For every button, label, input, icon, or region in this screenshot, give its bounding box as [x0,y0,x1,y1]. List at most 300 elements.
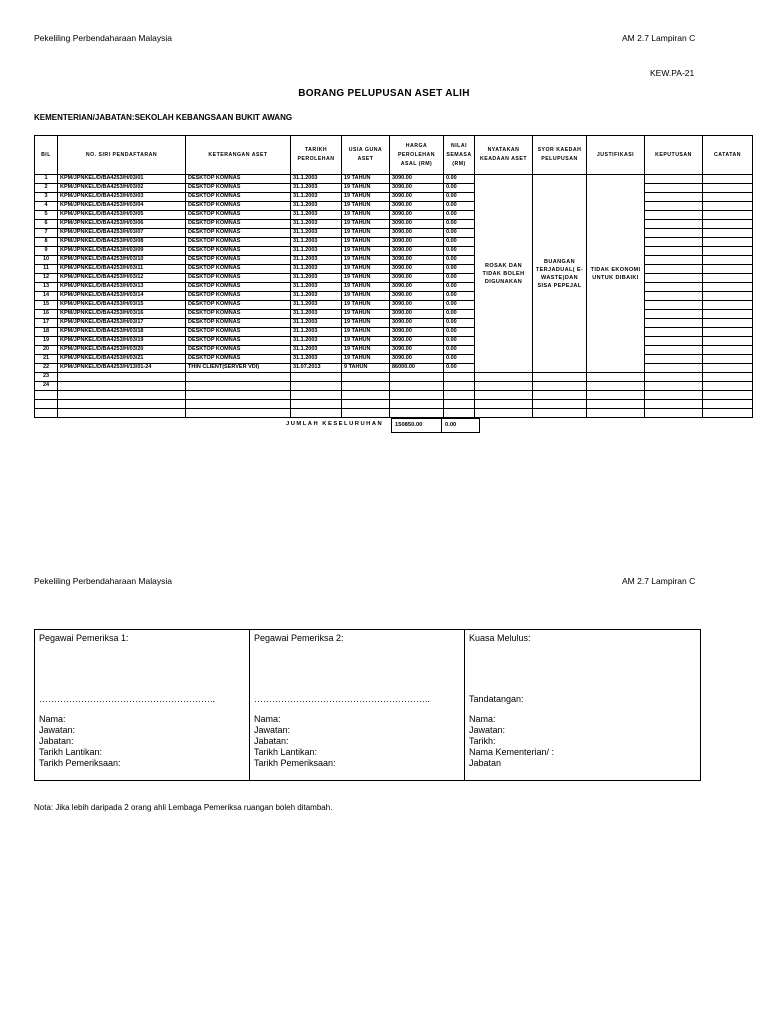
cell-bil: 7 [35,229,58,238]
cell-keterangan: DESKTOP KOMNAS [186,319,291,328]
table-row [35,211,753,220]
cell-catatan [703,373,753,382]
cell-keputusan [645,373,703,382]
cell-harga: 3090.00 [390,292,444,301]
total-nilai: 0.00 [441,418,480,433]
cell-bil: 5 [35,211,58,220]
table-row [35,337,753,346]
examiner-1-jabatan: Jabatan: [39,736,74,746]
cell-bil: 20 [35,346,58,355]
cell-no-siri: KPM/JPNKEL/D/BA4253/H/03/11 [58,265,186,274]
table-row [35,175,753,184]
cell-catatan [703,265,753,274]
cell-catatan [703,400,753,409]
cell-harga: 86000.00 [390,364,444,373]
cell-catatan [703,355,753,364]
cell-no-siri: KPM/JPNKEL/D/BA4253/H/03/20 [58,346,186,355]
header-nilai: NILAI SEMASA (RM) [444,136,475,175]
signature-table [34,629,701,781]
cell-usia [342,382,390,391]
cell-usia: 19 TAHUN [342,211,390,220]
cell-bil: 1 [35,175,58,184]
cell-no-siri [58,382,186,391]
cell-harga: 3090.00 [390,220,444,229]
cell-no-siri: KPM/JPNKEL/D/BA4253/H/03/06 [58,220,186,229]
cell-usia: 19 TAHUN [342,265,390,274]
cell-harga [390,391,444,400]
total-harga: 150850.00 [391,418,442,433]
cell-keterangan [186,400,291,409]
cell-bil: 13 [35,283,58,292]
cell-keterangan: DESKTOP KOMNAS [186,220,291,229]
cell-keputusan [645,364,703,373]
document-header-right: AM 2.7 Lampiran C [622,33,696,43]
examiner-1-tarikh-pemeriksaan: Tarikh Pemeriksaan: [39,758,121,768]
cell-tarikh: 31.1.2003 [291,283,342,292]
cell-no-siri: KPM/JPNKEL/D/BA4253/H/03/15 [58,301,186,310]
cell-nilai: 0.00 [444,220,475,229]
approver-signature-label: Tandatangan: [469,694,524,704]
cell-bil: 8 [35,238,58,247]
cell-usia: 19 TAHUN [342,193,390,202]
cell-bil: 4 [35,202,58,211]
cell-bil: 2 [35,184,58,193]
cell-tarikh [291,373,342,382]
approver-jabatan: Jabatan [469,758,502,768]
cell-tarikh: 31.1.2003 [291,301,342,310]
cell-bil: 21 [35,355,58,364]
cell-catatan [703,238,753,247]
cell-nilai: 0.00 [444,247,475,256]
cell-no-siri: KPM/JPNKEL/D/BA4253/H/03/08 [58,238,186,247]
cell-usia: 19 TAHUN [342,292,390,301]
footnote: Nota: Jika lebih daripada 2 orang ahli Lembaga Pemeriksa ruangan boleh ditambah. [34,803,333,812]
cell-catatan [703,175,753,184]
cell-tarikh: 31.1.2003 [291,346,342,355]
cell-usia [342,373,390,382]
cell-syor [533,400,587,409]
cell-catatan [703,202,753,211]
cell-harga: 3090.00 [390,247,444,256]
cell-keterangan: DESKTOP KOMNAS [186,310,291,319]
cell-nilai: 0.00 [444,193,475,202]
cell-usia: 19 TAHUN [342,301,390,310]
cell-keterangan: DESKTOP KOMNAS [186,229,291,238]
cell-harga: 3090.00 [390,346,444,355]
cell-harga [390,400,444,409]
header-tarikh: TARIKH PEROLEHAN [291,136,342,175]
cell-keputusan [645,409,703,418]
header-bil: BIL [35,136,58,175]
table-row [35,238,753,247]
header-keadaan: NYATAKAN KEADAAN ASET [475,136,533,175]
cell-tarikh [291,382,342,391]
cell-harga: 3090.00 [390,175,444,184]
cell-usia: 19 TAHUN [342,337,390,346]
table-row [35,202,753,211]
cell-no-siri: KPM/JPNKEL/D/BA4253/H/03/16 [58,310,186,319]
cell-nilai: 0.00 [444,202,475,211]
cell-bil: 12 [35,274,58,283]
cell-syor [533,391,587,400]
cell-keterangan: DESKTOP KOMNAS [186,274,291,283]
cell-catatan [703,310,753,319]
cell-keterangan [186,409,291,418]
cell-no-siri: KPM/JPNKEL/D/BA4253/H/03/01 [58,175,186,184]
approver-title: Kuasa Melulus: [469,633,531,643]
cell-keadaan [475,373,533,382]
cell-no-siri: KPM/JPNKEL/D/BA4253/H/03/07 [58,229,186,238]
cell-tarikh [291,391,342,400]
cell-bil: 10 [35,256,58,265]
cell-harga: 3090.00 [390,355,444,364]
approver-nama: Nama: [469,714,496,724]
cell-justifikasi [587,373,645,382]
cell-catatan [703,184,753,193]
cell-catatan [703,256,753,265]
cell-keterangan: DESKTOP KOMNAS [186,184,291,193]
cell-bil: 17 [35,319,58,328]
cell-keterangan: DESKTOP KOMNAS [186,175,291,184]
cell-tarikh: 31.07.2013 [291,364,342,373]
cell-tarikh: 31.1.2003 [291,256,342,265]
cell-nilai [444,382,475,391]
cell-nilai [444,409,475,418]
cell-keterangan: DESKTOP KOMNAS [186,238,291,247]
cell-keterangan [186,391,291,400]
cell-usia: 19 TAHUN [342,184,390,193]
cell-keterangan: DESKTOP KOMNAS [186,265,291,274]
cell-justifikasi [587,409,645,418]
cell-usia: 19 TAHUN [342,346,390,355]
table-row [35,328,753,337]
cell-catatan [703,274,753,283]
cell-keterangan: DESKTOP KOMNAS [186,328,291,337]
cell-catatan [703,220,753,229]
cell-nilai: 0.00 [444,265,475,274]
cell-harga [390,382,444,391]
cell-bil: 22 [35,364,58,373]
cell-harga: 3090.00 [390,184,444,193]
examiner-2-jabatan: Jabatan: [254,736,289,746]
cell-nilai: 0.00 [444,310,475,319]
cell-justifikasi [587,391,645,400]
cell-bil [35,400,58,409]
cell-usia: 19 TAHUN [342,310,390,319]
examiner-1-tarikh-lantikan: Tarikh Lantikan: [39,747,103,757]
cell-keputusan [645,355,703,364]
cell-tarikh: 31.1.2003 [291,220,342,229]
header-keputusan: KEPUTUSAN [645,136,703,175]
cell-usia [342,391,390,400]
approver-tarikh: Tarikh: [469,736,496,746]
cell-no-siri: KPM/JPNKEL/D/BA4253/H/03/05 [58,211,186,220]
cell-tarikh: 31.1.2003 [291,229,342,238]
cell-no-siri: KPM/JPNKEL/D/BA4253/H/03/17 [58,319,186,328]
cell-keputusan [645,238,703,247]
cell-tarikh: 31.1.2003 [291,247,342,256]
cell-bil: 19 [35,337,58,346]
table-row [35,355,753,364]
cell-bil: 6 [35,220,58,229]
cell-usia: 19 TAHUN [342,355,390,364]
cell-bil: 23 [35,373,58,382]
table-row [35,364,753,373]
cell-keterangan: DESKTOP KOMNAS [186,202,291,211]
examiner-2-tarikh-lantikan: Tarikh Lantikan: [254,747,318,757]
cell-nilai: 0.00 [444,301,475,310]
cell-nilai: 0.00 [444,337,475,346]
cell-bil: 11 [35,265,58,274]
cell-keputusan [645,301,703,310]
cell-keterangan: DESKTOP KOMNAS [186,193,291,202]
cell-keputusan [645,391,703,400]
table-row [35,247,753,256]
cell-keterangan: DESKTOP KOMNAS [186,211,291,220]
cell-harga: 3090.00 [390,328,444,337]
cell-usia: 19 TAHUN [342,328,390,337]
cell-keputusan [645,202,703,211]
cell-bil [35,409,58,418]
cell-tarikh: 31.1.2003 [291,319,342,328]
cell-usia: 19 TAHUN [342,220,390,229]
cell-usia: 9 TAHUN [342,364,390,373]
cell-tarikh: 31.1.2003 [291,184,342,193]
cell-catatan [703,328,753,337]
cell-harga [390,373,444,382]
header-no-siri: NO. SIRI PENDAFTARAN [58,136,186,175]
examiner-2-title: Pegawai Pemeriksa 2: [254,633,344,643]
page-title: BORANG PELUPUSAN ASET ALIH [298,88,470,99]
cell-tarikh: 31.1.2003 [291,211,342,220]
cell-keputusan [645,247,703,256]
table-row [35,274,753,283]
cell-keterangan: DESKTOP KOMNAS [186,346,291,355]
cell-keputusan [645,400,703,409]
cell-keterangan: DESKTOP KOMNAS [186,355,291,364]
cell-tarikh [291,409,342,418]
signature-block-approver [465,630,701,781]
cell-no-siri: KPM/JPNKEL/D/BA4253/H/13/01-24 [58,364,186,373]
cell-catatan [703,247,753,256]
cell-nilai: 0.00 [444,355,475,364]
cell-nilai: 0.00 [444,274,475,283]
cell-no-siri: KPM/JPNKEL/D/BA4253/H/03/21 [58,355,186,364]
cell-no-siri: KPM/JPNKEL/D/BA4253/H/03/10 [58,256,186,265]
table-row [35,373,753,382]
cell-tarikh [291,400,342,409]
table-row [35,193,753,202]
document-header-left: Pekeliling Perbendaharaan Malaysia [34,33,172,43]
cell-no-siri [58,391,186,400]
cell-no-siri: KPM/JPNKEL/D/BA4253/H/03/02 [58,184,186,193]
table-row [35,301,753,310]
cell-nilai: 0.00 [444,364,475,373]
cell-catatan [703,391,753,400]
cell-bil: 9 [35,247,58,256]
cell-usia: 19 TAHUN [342,175,390,184]
cell-catatan [703,283,753,292]
cell-no-siri [58,373,186,382]
cell-catatan [703,409,753,418]
cell-keputusan [645,256,703,265]
table-row [35,310,753,319]
cell-usia: 19 TAHUN [342,229,390,238]
cell-nilai [444,391,475,400]
cell-catatan [703,337,753,346]
cell-tarikh: 31.1.2003 [291,202,342,211]
cell-keterangan: DESKTOP KOMNAS [186,292,291,301]
cell-harga: 3090.00 [390,193,444,202]
cell-nilai: 0.00 [444,256,475,265]
cell-harga: 3090.00 [390,238,444,247]
cell-catatan [703,211,753,220]
cell-usia [342,400,390,409]
table-row [35,292,753,301]
cell-no-siri: KPM/JPNKEL/D/BA4253/H/03/19 [58,337,186,346]
cell-tarikh: 31.1.2003 [291,328,342,337]
examiner-1-signature-line: ………………………………………………….. [39,694,216,704]
cell-keadaan [475,409,533,418]
cell-keputusan [645,220,703,229]
asset-disposal-table [34,135,753,418]
cell-nilai: 0.00 [444,184,475,193]
cell-keterangan [186,373,291,382]
cell-usia: 19 TAHUN [342,274,390,283]
cell-nilai: 0.00 [444,319,475,328]
cell-justifikasi [587,400,645,409]
cell-no-siri: KPM/JPNKEL/D/BA4253/H/03/14 [58,292,186,301]
examiner-2-signature-line: ………………………………………………….. [254,694,431,704]
cell-tarikh: 31.1.2003 [291,355,342,364]
cell-keterangan: DESKTOP KOMNAS [186,283,291,292]
table-row [35,382,753,391]
examiner-2-nama: Nama: [254,714,281,724]
examiner-2-tarikh-pemeriksaan: Tarikh Pemeriksaan: [254,758,336,768]
cell-no-siri: KPM/JPNKEL/D/BA4253/H/03/04 [58,202,186,211]
cell-tarikh: 31.1.2003 [291,175,342,184]
cell-harga: 3090.00 [390,211,444,220]
cell-syor [533,382,587,391]
cell-keadaan [475,400,533,409]
cell-harga: 3090.00 [390,337,444,346]
cell-usia: 19 TAHUN [342,238,390,247]
cell-usia: 19 TAHUN [342,256,390,265]
header-catatan: CATATAN [703,136,753,175]
table-row [35,283,753,292]
examiner-2-jawatan: Jawatan: [254,725,291,735]
cell-tarikh: 31.1.2003 [291,337,342,346]
cell-keputusan [645,292,703,301]
cell-bil [35,391,58,400]
document-header-left-2: Pekeliling Perbendaharaan Malaysia [34,576,172,586]
cell-harga: 3090.00 [390,283,444,292]
table-row [35,256,753,265]
table-row [35,319,753,328]
cell-harga: 3090.00 [390,265,444,274]
cell-harga: 3090.00 [390,301,444,310]
header-justifikasi: JUSTIFIKASI [587,136,645,175]
cell-harga: 3090.00 [390,274,444,283]
cell-catatan [703,382,753,391]
cell-keputusan [645,175,703,184]
cell-usia: 19 TAHUN [342,283,390,292]
cell-tarikh: 31.1.2003 [291,274,342,283]
cell-keterangan: DESKTOP KOMNAS [186,301,291,310]
cell-nilai [444,400,475,409]
cell-keputusan [645,328,703,337]
cell-tarikh: 31.1.2003 [291,238,342,247]
cell-syor [533,409,587,418]
cell-nilai: 0.00 [444,283,475,292]
cell-catatan [703,193,753,202]
header-keterangan: KETERANGAN ASET [186,136,291,175]
cell-no-siri: KPM/JPNKEL/D/BA4253/H/03/09 [58,247,186,256]
table-header-row [35,136,753,175]
cell-harga: 3090.00 [390,229,444,238]
cell-keadaan-merged: ROSAK DAN TIDAK BOLEH DIGUNAKAN [475,175,533,373]
cell-harga: 3090.00 [390,256,444,265]
signature-block-examiner-1 [35,630,250,781]
cell-bil: 14 [35,292,58,301]
cell-nilai: 0.00 [444,175,475,184]
table-row [35,184,753,193]
cell-syor [533,373,587,382]
cell-no-siri [58,409,186,418]
approver-jawatan: Jawatan: [469,725,506,735]
cell-nilai: 0.00 [444,238,475,247]
cell-no-siri: KPM/JPNKEL/D/BA4253/H/03/13 [58,283,186,292]
cell-catatan [703,346,753,355]
cell-no-siri: KPM/JPNKEL/D/BA4253/H/03/12 [58,274,186,283]
cell-catatan [703,301,753,310]
document-header-right-2: AM 2.7 Lampiran C [622,576,696,586]
cell-catatan [703,292,753,301]
cell-nilai: 0.00 [444,211,475,220]
examiner-1-jawatan: Jawatan: [39,725,76,735]
cell-keputusan [645,229,703,238]
cell-keterangan: DESKTOP KOMNAS [186,337,291,346]
cell-bil: 16 [35,310,58,319]
cell-no-siri: KPM/JPNKEL/D/BA4253/H/03/18 [58,328,186,337]
examiner-1-title: Pegawai Pemeriksa 1: [39,633,129,643]
cell-catatan [703,319,753,328]
cell-keterangan: DESKTOP KOMNAS [186,247,291,256]
cell-keadaan [475,391,533,400]
cell-justifikasi [587,382,645,391]
table-row [35,391,753,400]
cell-keputusan [645,274,703,283]
cell-bil: 24 [35,382,58,391]
ministry-line: KEMENTERIAN/JABATAN:SEKOLAH KEBANGSAAN BUKIT AWANG [34,113,293,122]
cell-keputusan [645,283,703,292]
cell-keterangan: THIN CLIENT(SERVER VDI) [186,364,291,373]
cell-usia: 19 TAHUN [342,247,390,256]
cell-harga [390,409,444,418]
cell-bil: 3 [35,193,58,202]
cell-usia: 19 TAHUN [342,319,390,328]
cell-nilai: 0.00 [444,292,475,301]
cell-justifikasi-merged: TIDAK EKONOMI UNTUK DIBAIKI [587,175,645,373]
cell-tarikh: 31.1.2003 [291,265,342,274]
cell-nilai: 0.00 [444,229,475,238]
cell-syor-merged: BUANGAN TERJADUAL( E-WASTE)DAN SISA PEPEJAL [533,175,587,373]
cell-usia: 19 TAHUN [342,202,390,211]
cell-bil: 18 [35,328,58,337]
cell-no-siri: KPM/JPNKEL/D/BA4253/H/03/03 [58,193,186,202]
cell-keputusan [645,382,703,391]
signature-block-examiner-2 [250,630,465,781]
